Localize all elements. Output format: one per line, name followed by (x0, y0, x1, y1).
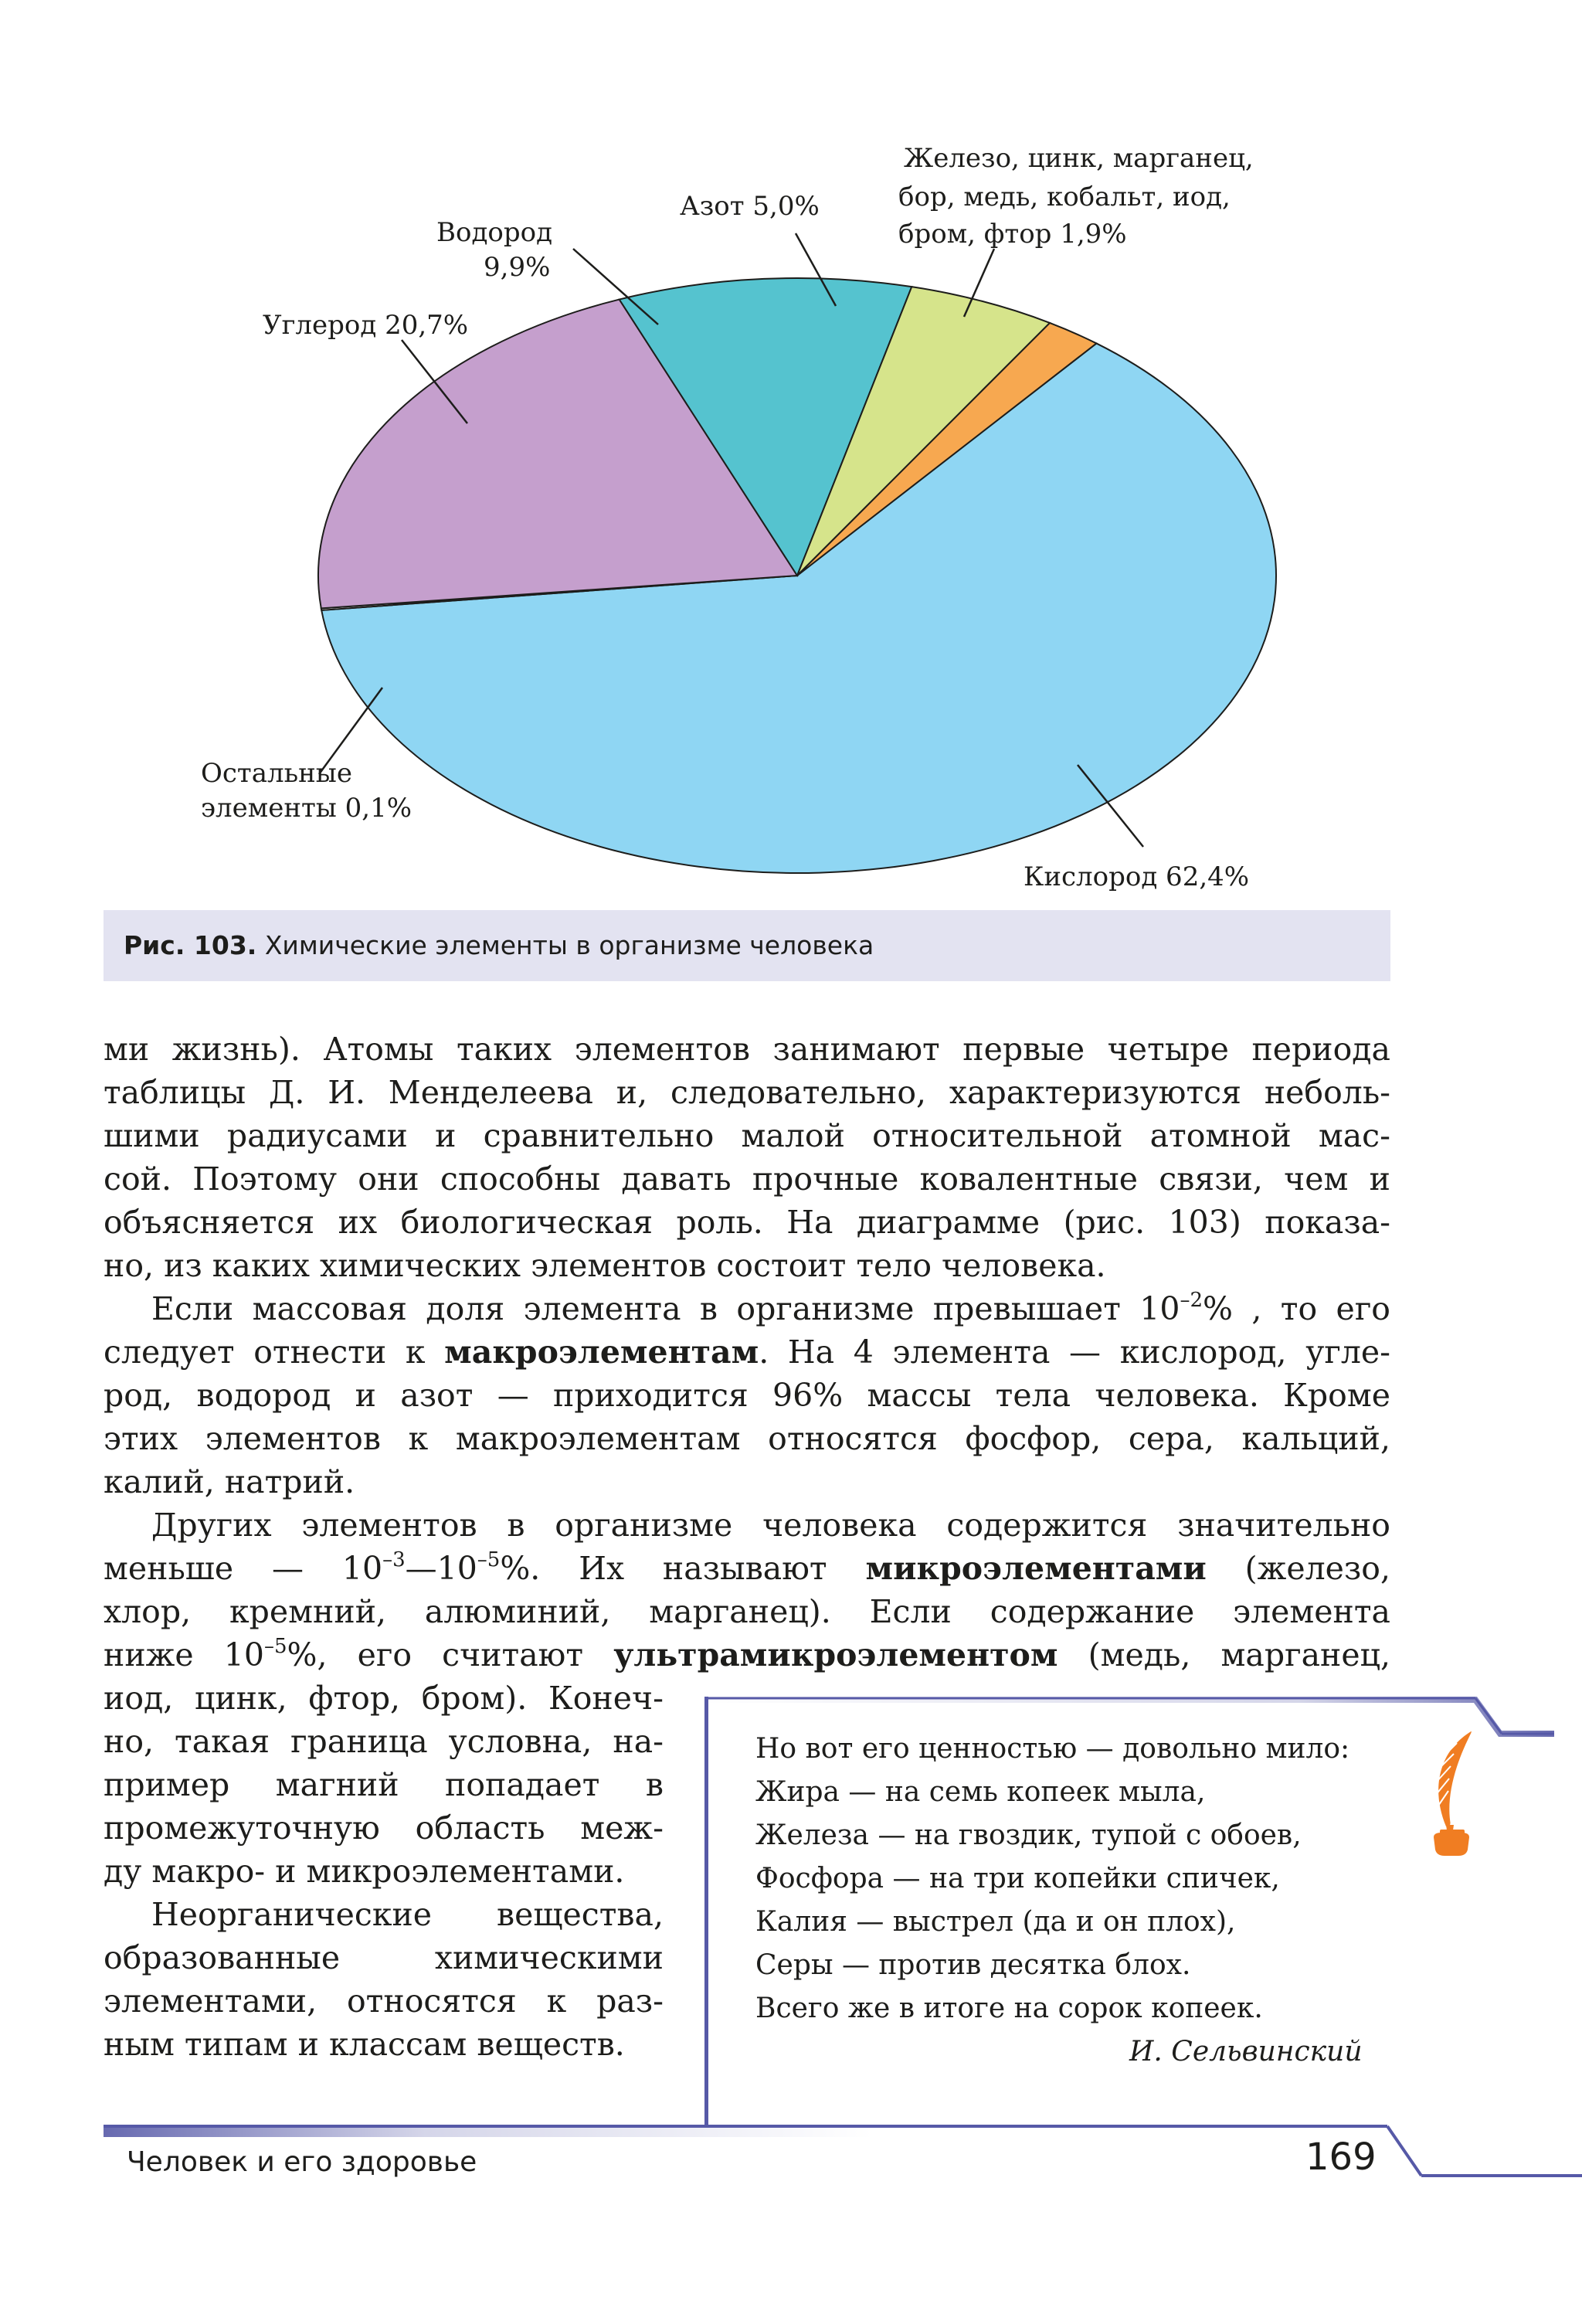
nitrogen-label: Азот 5,0% (680, 191, 820, 222)
text-line: Других элементов в организме человека содержится значительно (151, 1507, 1390, 1544)
poem-author: И. Сельвинский (1129, 2036, 1363, 2067)
trace-label-line2: бор, медь, кобальт, иод, (898, 182, 1231, 212)
poem-line: Калия — выстрел (да и он плох), (755, 1906, 1236, 1938)
text-line: меньше — $10^{-3}—10^{-5}\%$. Их называют микроэлементами (железо, (104, 1548, 1391, 1587)
text-line: промежуточную область меж- (104, 1809, 664, 1847)
other-label-line2: элементы 0,1% (201, 793, 412, 824)
text-line: образованные химическими (104, 1939, 664, 1976)
poem-line: Фосфора — на три копейки спичек, (755, 1863, 1280, 1894)
figure-caption-text: Химические элементы в организме человека (256, 930, 874, 960)
footer-section-title: Человек и его здоровье (127, 2146, 477, 2178)
text-line: этих элементов к макроэлементам относятся фосфор, сера, кальций, (104, 1420, 1390, 1457)
text-line: но, из каких химических элементов состоит тело человека. (104, 1247, 1106, 1284)
text-line: элементами, относятся к раз- (104, 1983, 664, 2020)
other-label-line1: Остальные (201, 758, 352, 789)
text-line: следует отнести к макроэлементам. На 4 элемента — кислород, угле- (104, 1334, 1390, 1371)
oxygen-label: Кислород 62,4% (1024, 861, 1250, 892)
hydrogen-label-line2: 9,9% (484, 252, 551, 283)
text-line: пример магний попадает в (104, 1766, 664, 1803)
text-line: ниже $10^{-5}\%$, его считают ультрамикроэлементом (медь, марганец, (104, 1635, 1390, 1673)
text-line: Неорганические вещества, (151, 1896, 664, 1933)
text-line: ным типам и классам веществ. (104, 2026, 625, 2063)
trace-label-line3: бром, фтор 1,9% (898, 219, 1127, 250)
text-line: род, водород и азот — приходится 96% массы тела человека. Кроме (104, 1377, 1390, 1414)
text-line: ми жизнь). Атомы таких элементов занимают первые четыре периода (104, 1031, 1390, 1068)
text-line: таблицы Д. И. Менделеева и, следовательно, характеризуются неболь- (104, 1074, 1390, 1111)
term-ultramicro: ультрамикроэлементом (613, 1636, 1058, 1673)
carbon-label: Углерод 20,7% (263, 310, 469, 341)
text-line: Если массовая доля элемента в организме превышает $10^{-2}\%$ , то его (151, 1289, 1390, 1327)
poem-line: Серы — против десятка блох. (755, 1949, 1191, 1981)
text-line: шими радиусами и сравнительно малой относительной атомной мас- (104, 1117, 1390, 1154)
poem-line: Железа — на гвоздик, тупой с обоев, (755, 1819, 1302, 1851)
text-line: хлор, кремний, алюминий, марганец). Если содержание элемента (104, 1593, 1390, 1630)
text-line: калий, натрий. (104, 1463, 355, 1500)
term-micro: микроэлементами (865, 1550, 1207, 1587)
text-line: но, такая граница условна, на- (104, 1723, 664, 1760)
text-line: иод, цинк, фтор, бром). Конеч- (104, 1680, 664, 1717)
text-line: сой. Поэтому они способны давать прочные ковалентные связи, чем и (104, 1160, 1390, 1198)
text-line: ду макро- и микроэлементами. (104, 1853, 625, 1890)
quill-pen-icon (1423, 1728, 1485, 1859)
poem-line: Всего же в итоге на сорок копеек. (755, 1993, 1263, 2024)
page-number: 169 (1305, 2135, 1377, 2179)
text-line: объясняется их биологическая роль. На диаграмме (рис. 103) показа- (104, 1204, 1390, 1241)
term-macro: макроэлементам (444, 1334, 759, 1371)
trace-label-line1: Железо, цинк, марганец, (904, 143, 1254, 174)
poem-line: Жира — на семь копеек мыла, (755, 1776, 1206, 1808)
poem-line: Но вот его ценностью — довольно мило: (755, 1733, 1350, 1765)
figure-number: Рис. 103. (124, 930, 257, 960)
pie-chart (0, 0, 1582, 919)
figure-caption (104, 910, 1390, 981)
hydrogen-label-line1: Водород (436, 217, 553, 248)
